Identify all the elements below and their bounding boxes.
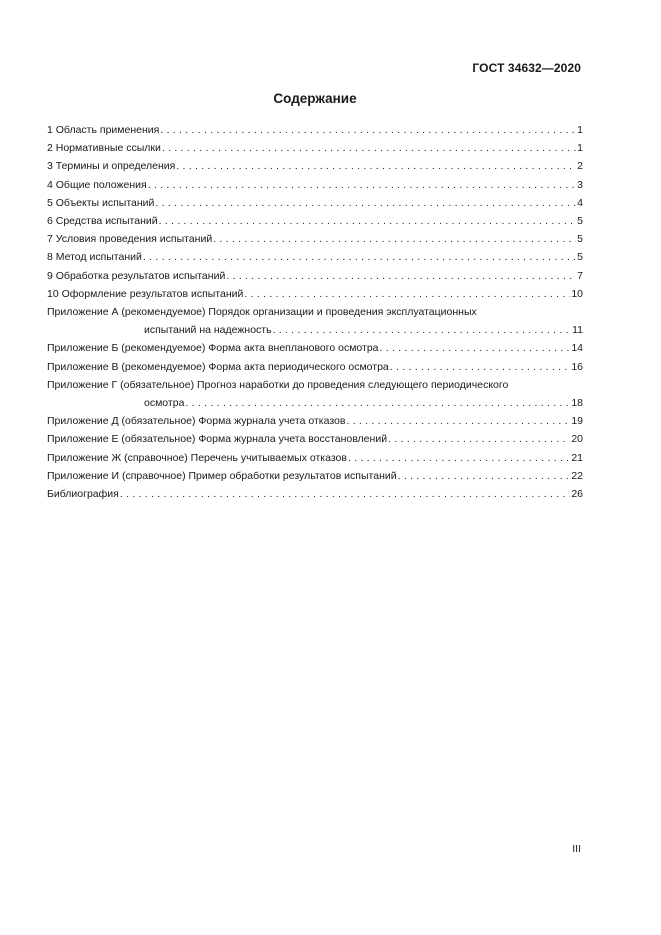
dot-leader	[159, 212, 577, 230]
dot-leader	[162, 139, 576, 157]
dot-leader	[213, 230, 576, 248]
toc-entry-results-registration[interactable]	[47, 285, 583, 303]
dot-leader	[390, 358, 571, 376]
table-of-contents	[47, 121, 583, 503]
toc-entry-appendix-e[interactable]	[47, 430, 583, 448]
page-number: III	[572, 843, 581, 855]
toc-entry-page: 2	[577, 160, 583, 173]
dot-leader	[120, 485, 570, 503]
toc-entry-normative-references[interactable]	[47, 139, 583, 157]
toc-entry-appendix-g[interactable]	[47, 376, 583, 412]
toc-entry-label: 7 Условия проведения испытаний	[47, 233, 213, 246]
document-code: ГОСТ 34632—2020	[472, 61, 581, 75]
dot-leader	[380, 339, 571, 357]
toc-entry-page: 26	[571, 488, 583, 501]
toc-entry-label: 5 Объекты испытаний	[47, 196, 155, 209]
dot-leader	[244, 285, 570, 303]
dot-leader	[155, 194, 576, 212]
toc-entry-page: 1	[577, 124, 583, 136]
toc-entry-label: 10 Оформление результатов испытаний	[47, 287, 244, 300]
toc-entry-test-method[interactable]	[47, 248, 583, 266]
dot-leader	[226, 267, 576, 285]
toc-entry-label: 4 Общие положения	[47, 178, 147, 191]
toc-entry-page: 22	[571, 469, 583, 482]
dot-leader	[348, 449, 570, 467]
toc-entry-page: 1	[577, 142, 583, 155]
dot-leader	[346, 412, 570, 430]
dot-leader	[143, 248, 576, 266]
toc-entry-label: 1 Область применения	[47, 124, 160, 136]
toc-entry-label: 2 Нормативные ссылки	[47, 142, 161, 155]
toc-entry-label: 3 Термины и определения	[47, 160, 176, 173]
dot-leader	[185, 394, 570, 412]
toc-entry-label: Приложение В (рекомендуемое) Форма акта периодического осмотра	[47, 360, 389, 373]
dot-leader	[176, 157, 576, 175]
toc-entry-label: Приложение Д (обязательное) Форма журнала учета отказов	[47, 415, 346, 428]
toc-entry-label: 8 Метод испытаний	[47, 251, 142, 264]
toc-entry-page: 5	[577, 233, 583, 246]
toc-entry-test-objects[interactable]	[47, 194, 583, 212]
toc-entry-page: 21	[571, 451, 583, 464]
toc-entry-page: 18	[571, 397, 583, 410]
toc-entry-page: 19	[571, 415, 583, 428]
toc-entry-page: 11	[572, 324, 583, 337]
toc-entry-results-processing[interactable]	[47, 267, 583, 285]
toc-entry-page: 20	[571, 433, 583, 446]
toc-entry-page: 5	[577, 251, 583, 264]
toc-entry-terms[interactable]	[47, 157, 583, 175]
dot-leader	[388, 430, 570, 448]
toc-entry-scope[interactable]	[47, 121, 583, 139]
toc-entry-label: Приложение Б (рекомендуемое) Форма акта внепланового осмотра	[47, 342, 379, 355]
toc-entry-label: Приложение А (рекомендуемое) Порядок организации и проведения эксплуатационных	[47, 306, 477, 319]
toc-entry-label: Приложение И (справочное) Пример обработки результатов испытаний	[47, 469, 397, 482]
toc-entry-appendix-zh[interactable]	[47, 449, 583, 467]
toc-entry-label: Приложение Ж (справочное) Перечень учитываемых отказов	[47, 451, 347, 464]
toc-entry-test-conditions[interactable]	[47, 230, 583, 248]
toc-entry-page: 7	[577, 269, 583, 282]
toc-title: Содержание	[273, 91, 357, 106]
dot-leader	[398, 467, 571, 485]
toc-entry-page: 3	[577, 178, 583, 191]
toc-entry-page: 16	[571, 360, 583, 373]
toc-entry-label: 9 Обработка результатов испытаний	[47, 269, 226, 282]
toc-entry-label: Приложение Е (обязательное) Форма журнала учета восстановлений	[47, 433, 388, 446]
dot-leader	[160, 121, 576, 139]
dot-leader	[273, 321, 572, 339]
toc-entry-test-equipment[interactable]	[47, 212, 583, 230]
toc-entry-label: 6 Средства испытаний	[47, 215, 158, 228]
toc-entry-page: 5	[577, 215, 583, 228]
toc-entry-appendix-d[interactable]	[47, 412, 583, 430]
toc-entry-label-continued: осмотра	[144, 397, 185, 410]
dot-leader	[148, 176, 576, 194]
toc-entry-label: Библиография	[47, 488, 119, 501]
toc-entry-appendix-b[interactable]	[47, 339, 583, 357]
toc-entry-bibliography[interactable]	[47, 485, 583, 503]
toc-entry-page: 10	[571, 287, 583, 300]
toc-entry-page: 4	[577, 196, 583, 209]
toc-entry-appendix-i[interactable]	[47, 467, 583, 485]
toc-entry-appendix-a[interactable]	[47, 303, 583, 339]
toc-entry-general-provisions[interactable]	[47, 176, 583, 194]
toc-entry-label-continued: испытаний на надежность	[144, 324, 272, 337]
toc-entry-appendix-v[interactable]	[47, 358, 583, 376]
toc-entry-page: 14	[571, 342, 583, 355]
toc-entry-label: Приложение Г (обязательное) Прогноз наработки до проведения следующего периодического	[47, 378, 509, 391]
